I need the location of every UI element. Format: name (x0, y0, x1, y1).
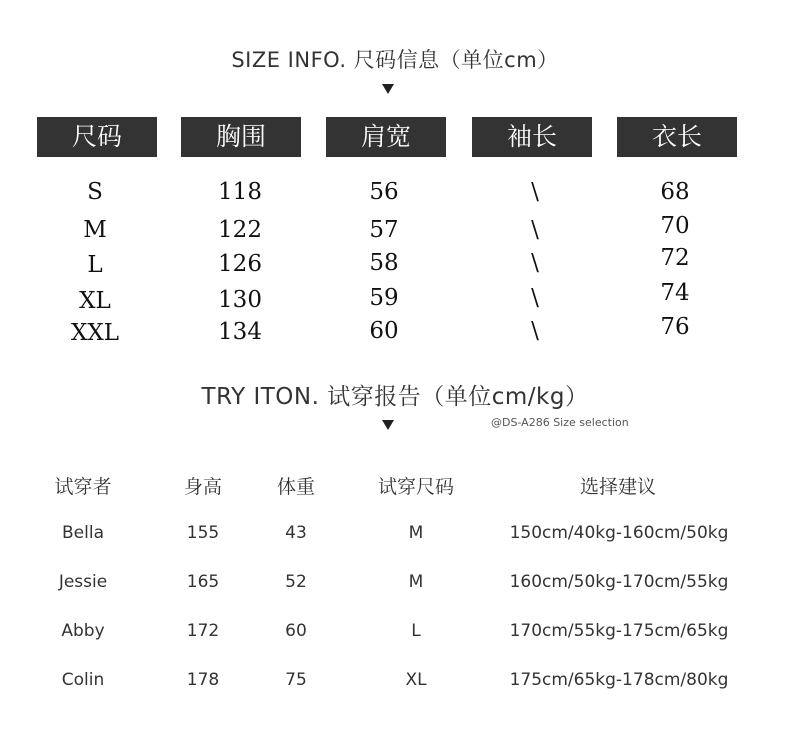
table-row-cell: 170cm/55kg-175cm/65kg (509, 621, 729, 641)
try-on-title: TRY ITON. 试穿报告（单位cm/kg） (201, 384, 589, 410)
size-cell: L (87, 252, 103, 278)
size-cell: 59 (369, 285, 399, 311)
size-cell: \ (531, 217, 539, 243)
size-cell: 70 (660, 213, 690, 239)
triangle-down-icon (382, 420, 394, 430)
size-cell: \ (531, 250, 539, 276)
table-row-cell: M (408, 523, 424, 543)
try-header-cell: 体重 (276, 476, 315, 498)
size-cell: 126 (218, 251, 262, 277)
size-cell: \ (531, 285, 539, 311)
size-cell: M (83, 217, 107, 243)
table-row-cell: 52 (285, 572, 307, 592)
size-cell: 60 (369, 318, 399, 344)
table-row-cell: Bella (62, 523, 104, 543)
size-cell: 68 (660, 179, 690, 205)
size-header-cell: 尺码 (37, 117, 157, 157)
table-row-cell: 43 (285, 523, 307, 543)
table-row-cell: 150cm/40kg-160cm/50kg (509, 523, 729, 543)
try-header-cell: 身高 (183, 476, 222, 498)
try-header-cell: 试穿者 (54, 476, 112, 498)
size-header-cell: 袖长 (472, 117, 592, 157)
table-row-cell: 165 (186, 572, 220, 592)
size-cell: 72 (660, 245, 690, 271)
size-cell: 122 (218, 217, 262, 243)
table-row-cell: 178 (186, 670, 220, 690)
table-row-cell: M (408, 572, 424, 592)
size-header-cell: 肩宽 (326, 117, 446, 157)
try-header-cell: 选择建议 (579, 476, 656, 498)
size-header-cell: 胸围 (181, 117, 301, 157)
table-row-cell: 75 (285, 670, 307, 690)
size-cell: 134 (218, 319, 262, 345)
size-cell: 58 (369, 250, 399, 276)
table-row-cell: Colin (61, 670, 105, 690)
size-cell: XXL (70, 320, 120, 346)
size-cell: 57 (369, 217, 399, 243)
table-row-cell: Abby (61, 621, 105, 641)
size-cell: \ (531, 318, 539, 344)
table-row-cell: 175cm/65kg-178cm/80kg (509, 670, 729, 690)
size-cell: 56 (369, 179, 399, 205)
size-cell: 76 (660, 314, 690, 340)
size-header-cell: 衣长 (617, 117, 737, 157)
table-row-cell: XL (405, 670, 427, 690)
size-cell: 130 (218, 287, 262, 313)
table-row-cell: 155 (186, 523, 220, 543)
table-row-cell: Jessie (58, 572, 108, 592)
table-row-cell: L (411, 621, 421, 641)
table-row-cell: 172 (186, 621, 220, 641)
watermark-note: @DS-A286 Size selection (491, 416, 629, 429)
size-info-title: SIZE INFO. 尺码信息（单位cm） (231, 48, 559, 72)
size-cell: S (87, 179, 103, 205)
size-cell: XL (79, 288, 111, 314)
size-cell: 118 (218, 179, 262, 205)
table-row-cell: 160cm/50kg-170cm/55kg (509, 572, 729, 592)
table-row-cell: 60 (285, 621, 307, 641)
triangle-down-icon (382, 84, 394, 94)
try-header-cell: 试穿尺码 (377, 476, 454, 498)
size-cell: 74 (660, 280, 690, 306)
size-cell: \ (531, 179, 539, 205)
